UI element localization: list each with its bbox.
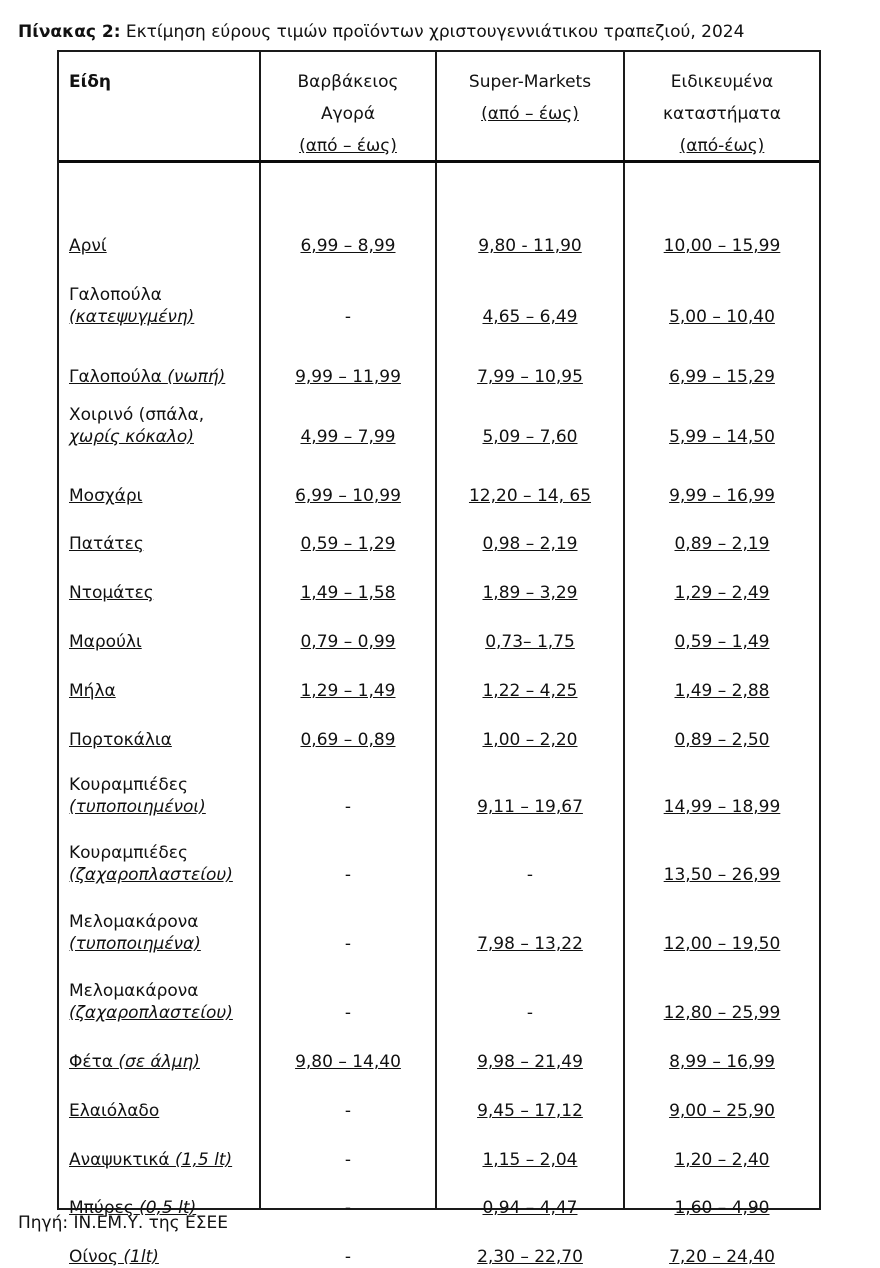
price-range: 7,20 – 24,40: [669, 1247, 775, 1267]
price-range: 9,98 – 21,49: [477, 1052, 583, 1072]
price-range: 0,79 – 0,99: [300, 632, 396, 652]
header-line: Ειδικευμένα: [670, 72, 774, 92]
price-range: 0,89 – 2,50: [674, 730, 770, 750]
item-note: (0,5 lt): [139, 1198, 197, 1218]
header-specialty-stores: [625, 66, 819, 162]
price-range: -: [344, 797, 352, 817]
item-name-line1: Μελομακάρονα: [69, 981, 199, 1001]
price-range: -: [344, 1198, 352, 1218]
item-note: (τυποποιημένα): [69, 934, 201, 954]
price-range: 5,00 – 10,40: [669, 307, 775, 327]
price-range: 6,99 – 15,29: [669, 367, 775, 387]
price-range: 1,15 – 2,04: [482, 1150, 578, 1170]
item-name: Μπύρες: [69, 1198, 140, 1218]
varvakeios-price-cell: [261, 1246, 435, 1268]
item-name-line1: Χοιρινό (σπάλα,: [69, 405, 205, 425]
price-range: 1,20 – 2,40: [674, 1150, 770, 1170]
price-range: 6,99 – 8,99: [300, 236, 396, 256]
caption-label: Πίνακας 2:: [18, 22, 121, 42]
item-name-cell: [69, 1246, 159, 1268]
item-name: Πορτοκάλια: [69, 730, 172, 750]
price-range: 9,99 – 16,99: [669, 486, 775, 506]
price-range: -: [344, 1101, 352, 1121]
price-range: 9,99 – 11,99: [295, 367, 401, 387]
item-name: Μοσχάρι: [69, 486, 143, 506]
price-range: 0,94 – 4,47: [482, 1198, 578, 1218]
price-range: 0,69 – 0,89: [300, 730, 396, 750]
price-range: 9,00 – 25,90: [669, 1101, 775, 1121]
header-line: καταστήματα: [663, 104, 781, 124]
price-range: 2,30 – 22,70: [477, 1247, 583, 1267]
price-range: 13,50 – 26,99: [663, 865, 781, 885]
item-name-line1: Κουραμπιέδες: [69, 843, 188, 863]
price-range: 1,89 – 3,29: [482, 583, 578, 603]
price-range: 1,29 – 2,49: [674, 583, 770, 603]
header-line: [261, 130, 435, 162]
item-note: (τυποποιημένοι): [69, 797, 206, 817]
price-range: 1,00 – 2,20: [482, 730, 578, 750]
price-range: 8,99 – 16,99: [669, 1052, 775, 1072]
price-range: -: [344, 1003, 352, 1023]
price-range: 1,60 – 4,90: [674, 1198, 770, 1218]
price-range: 0,73– 1,75: [485, 632, 575, 652]
price-range: 9,80 - 11,90: [478, 236, 582, 256]
header-line: [437, 98, 623, 130]
table-header: [59, 52, 819, 160]
price-range: 14,99 – 18,99: [663, 797, 781, 817]
item-name-line1: Μελομακάρονα: [69, 912, 199, 932]
header-range: (από-έως): [679, 136, 765, 156]
price-range: 4,65 – 6,49: [482, 307, 578, 327]
price-range: -: [344, 865, 352, 885]
specialty-price-cell: [625, 1246, 819, 1268]
price-range: 1,49 – 2,88: [674, 681, 770, 701]
item-name: Ελαιόλαδο: [69, 1101, 160, 1121]
price-range: -: [526, 1003, 534, 1023]
price-range: -: [344, 307, 352, 327]
price-range: 12,00 – 19,50: [663, 934, 781, 954]
price-range: 12,20 – 14, 65: [468, 486, 592, 506]
header-rule: [59, 160, 819, 163]
header-line: [625, 130, 819, 162]
price-range: 0,98 – 2,19: [482, 534, 578, 554]
item-name: Αναψυκτικά: [69, 1150, 176, 1170]
item-note: (σε άλμη): [118, 1052, 200, 1072]
item-note: χωρίς κόκαλο): [69, 427, 194, 447]
item-name: Μαρούλι: [69, 632, 142, 652]
price-range: 6,99 – 10,99: [295, 486, 401, 506]
item-name: Φέτα: [69, 1052, 119, 1072]
item-name: Πατάτες: [69, 534, 144, 554]
item-name: Αρνί: [69, 236, 107, 256]
item-note: (νωπή): [167, 367, 226, 387]
table-caption: [18, 22, 744, 42]
item-name: Μήλα: [69, 681, 116, 701]
price-range: -: [344, 1150, 352, 1170]
price-range: 9,11 – 19,67: [477, 797, 583, 817]
price-range: 7,98 – 13,22: [477, 934, 583, 954]
price-range: 5,09 – 7,60: [482, 427, 578, 447]
item-name-line1: Κουραμπιέδες: [69, 775, 188, 795]
item-note: (1lt): [123, 1247, 159, 1267]
price-range: -: [344, 1247, 352, 1267]
table-row: [59, 168, 819, 1268]
price-range: 0,89 – 2,19: [674, 534, 770, 554]
price-range: 10,00 – 15,99: [663, 236, 781, 256]
caption-text: Εκτίμηση εύρους τιμών προϊόντων χριστουγεννιάτικου τραπεζιού, 2024: [120, 22, 745, 42]
item-name: Γαλοπούλα: [69, 367, 168, 387]
price-range: 12,80 – 25,99: [663, 1003, 781, 1023]
price-range: 1,22 – 4,25: [482, 681, 578, 701]
item-name: Οίνος: [69, 1247, 124, 1267]
header-line: Αγορά: [320, 104, 376, 124]
source-note: Πηγή: ΙΝ.ΕΜ.Υ. της ΕΣΕΕ: [18, 1213, 229, 1233]
item-name-line1: Γαλοπούλα: [69, 285, 162, 305]
header-range: (από – έως): [481, 104, 579, 124]
header-line: Super-Markets: [468, 72, 592, 92]
price-range: 1,29 – 1,49: [300, 681, 396, 701]
header-line: Βαρβάκειος: [297, 72, 399, 92]
price-range: 0,59 – 1,29: [300, 534, 396, 554]
item-note: (ζαχαροπλαστείου): [69, 1003, 233, 1023]
header-items: Είδη: [69, 72, 112, 92]
item-name: Ντομάτες: [69, 583, 154, 603]
price-range: 1,49 – 1,58: [300, 583, 396, 603]
price-range: 4,99 – 7,99: [300, 427, 396, 447]
header-supermarkets: [437, 66, 623, 130]
price-range: 9,45 – 17,12: [477, 1101, 583, 1121]
price-range: 5,99 – 14,50: [669, 427, 775, 447]
item-name-line2: [69, 1246, 159, 1268]
header-varvakeios: [261, 66, 435, 162]
price-range: 9,80 – 14,40: [295, 1052, 401, 1072]
price-range: 7,99 – 10,95: [477, 367, 583, 387]
item-note: (1,5 lt): [175, 1150, 233, 1170]
price-range: -: [344, 934, 352, 954]
price-range: -: [526, 865, 534, 885]
item-note: (ζαχαροπλαστείου): [69, 865, 233, 885]
item-note: (κατεψυγμένη): [69, 307, 195, 327]
header-range: (από – έως): [299, 136, 397, 156]
price-range: 0,59 – 1,49: [674, 632, 770, 652]
supermarket-price-cell: [437, 1246, 623, 1268]
